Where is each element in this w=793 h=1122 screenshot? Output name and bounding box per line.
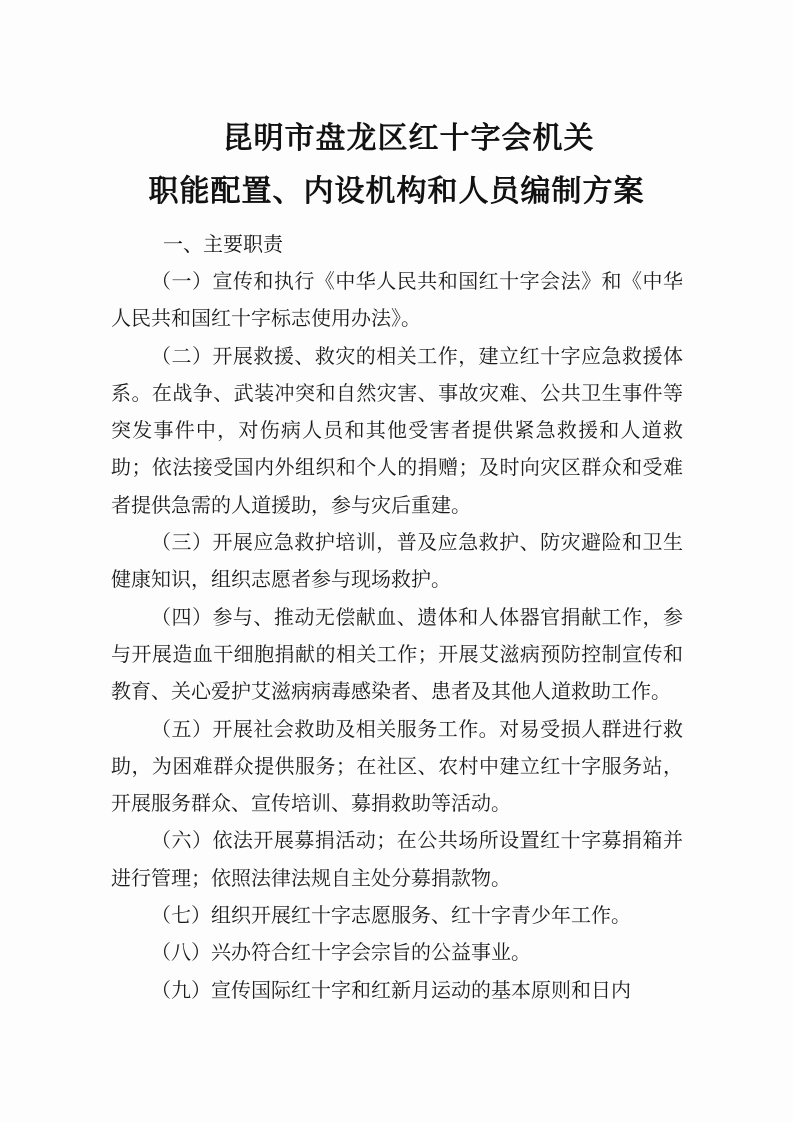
- paragraph-8: （八）兴办符合红十字会宗旨的公益事业。: [151, 940, 531, 965]
- paragraph-3: （三）开展应急救护培训，普及应急救护、防灾避险和卫生健康知识，组织志愿者参与现场救护。: [111, 530, 683, 592]
- document-title-line1: 昆明市盘龙区红十字会机关: [222, 121, 595, 156]
- paragraph-1: （一）宣传和执行《中华人民共和国红十字会法》和《中华人民共和国红十字标志使用办法》。: [111, 269, 683, 331]
- paragraph-6: （六）依法开展募捐活动；在公共场所设置红十字募捐箱并进行管理；依照法律法规自主处分募捐款物。: [111, 828, 683, 890]
- paragraph-2: （二）开展救援、救灾的相关工作，建立红十字应急救援体系。在战争、武装冲突和自然灾害、事故灾难、公共卫生事件等突发事件中，对伤病人员和其他受害者提供紧急救援和人道救助；依法接受国内外组织和个人的捐赠；及时向灾区群众和受难者提供急需的人道援助，参与灾后重建。: [111, 343, 683, 517]
- document-title-line2: 职能配置、内设机构和人员编制方案: [148, 174, 645, 209]
- paragraph-4: （四）参与、推动无偿献血、遗体和人体器官捐献工作，参与开展造血干细胞捐献的相关工作；开展艾滋病预防控制宣传和教育、关心爱护艾滋病病毒感染者、患者及其他人道救助工作。: [111, 604, 683, 704]
- paragraph-7: （七）组织开展红十字志愿服务、红十字青少年工作。: [151, 903, 631, 928]
- document-body: [111, 263, 683, 1009]
- section-heading: 一、主要职责: [163, 232, 283, 256]
- paragraph-9: （九）宣传国际红十字和红新月运动的基本原则和日内: [151, 977, 631, 1002]
- paragraph-5: （五）开展社会救助及相关服务工作。对易受损人群进行救助，为困难群众提供服务；在社区、农村中建立红十字服务站，开展服务群众、宣传培训、募捐救助等活动。: [111, 716, 683, 816]
